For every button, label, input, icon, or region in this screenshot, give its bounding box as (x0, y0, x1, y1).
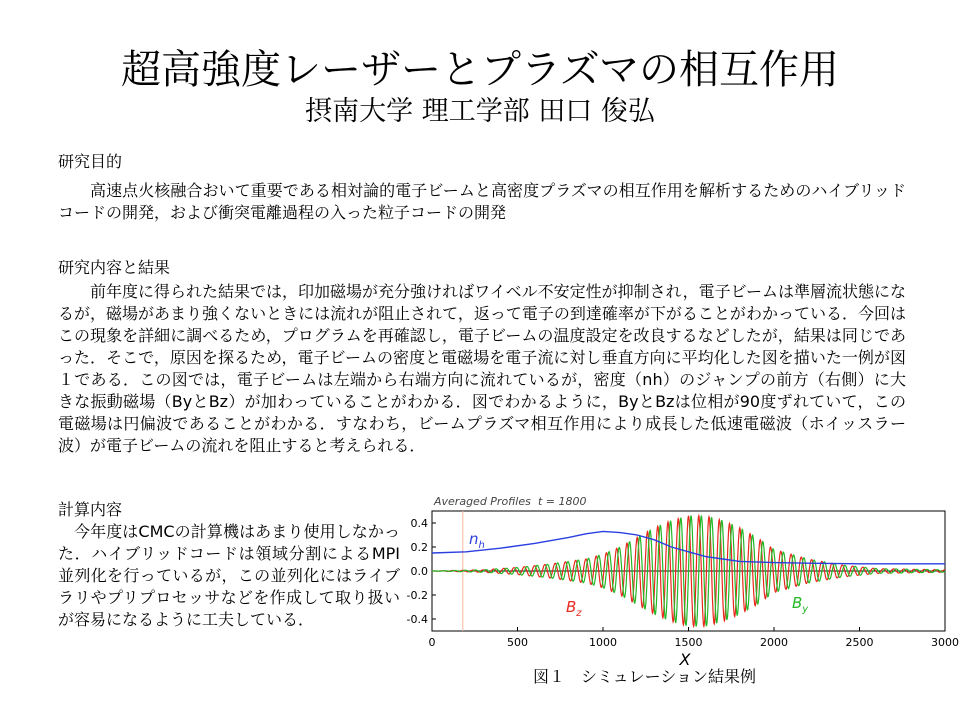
series-bz-label: $B_z$ (566, 598, 582, 619)
y-tick-label: 0.4 (410, 517, 428, 530)
x-tick-label: 500 (507, 636, 528, 649)
purpose-heading: 研究目的 (58, 152, 123, 171)
series-nh-label: $n_h$ (469, 530, 485, 551)
results-heading: 研究内容と結果 (58, 258, 171, 277)
x-axis-label: X (679, 650, 691, 669)
profile-chart (400, 478, 960, 690)
chart-title: Averaged Profiles (434, 495, 531, 508)
chart-time-label: t = 1800 (538, 495, 587, 508)
x-tick-label: 2500 (845, 636, 874, 649)
figure-caption: 図１ シミュレーション結果例 (533, 667, 757, 686)
compute-heading: 計算内容 (58, 500, 123, 519)
series-by-label: $B_y$ (792, 594, 809, 615)
compute-text: 今年度はCMCの計算機はあまり使用しなかった．ハイブリッドコードは領域分割によるMPI並列化を行っているが，この並列化にはライブラリやプリプロセッサなどを作成して取り扱いが容易になるように工夫している． (58, 522, 400, 629)
author-line: 摂南大学 理工学部 田口 俊弘 (305, 96, 655, 127)
x-tick-label: 1500 (674, 636, 703, 649)
x-tick-label: 0 (428, 636, 436, 649)
y-tick-label: 0.0 (410, 565, 428, 578)
series-by-line (432, 516, 945, 626)
page-title: 超高強度レーザーとプラズマの相互作用 (121, 47, 839, 93)
x-tick-label: 3000 (931, 636, 959, 649)
figure-1 (400, 478, 960, 690)
x-tick-label: 2000 (760, 636, 788, 649)
y-tick-label: 0.2 (410, 541, 428, 554)
y-tick-label: -0.4 (406, 613, 428, 626)
x-tick-label: 1000 (589, 636, 617, 649)
results-text: 前年度に得られた結果では，印加磁場が充分強ければワイベル不安定性が抑制され，電子ビームは準層流状態になるが，磁場があまり強くないときには流れが阻止されて，返って電子の到達確率が下がることがわかっている．今回はこの現象を詳細に調べるため，プログラムを再確認し，電子ビームの温度設定を改良するなどしたが，結果は同じであった．そこで，原因を探るため，電子ビームの密度と電磁場を電子流に対し垂直方向に平均化した図を描いた一例が図１である．この図では，電子ビームは左端から右端方向に流れているが，密度（nh）のジャンプの前方（右側）に大きな振動磁場（ByとBz）が加わっていることがわかる．図でわかるように，ByとBzは位相が90度ずれていて，この電磁場は円偏波であることがわかる．すなわち，ビームプラズマ相互作用により成長した低速電磁波（ホイッスラー波）が電子ビームの流れを阻止すると考えられる． (58, 282, 906, 455)
y-tick-label: -0.2 (406, 589, 428, 602)
purpose-text: 高速点火核融合おいて重要である相対論的電子ビームと高密度プラズマの相互作用を解析するためのハイブリッドコードの開発，および衝突電離過程の入った粒子コードの開発 (58, 181, 906, 222)
